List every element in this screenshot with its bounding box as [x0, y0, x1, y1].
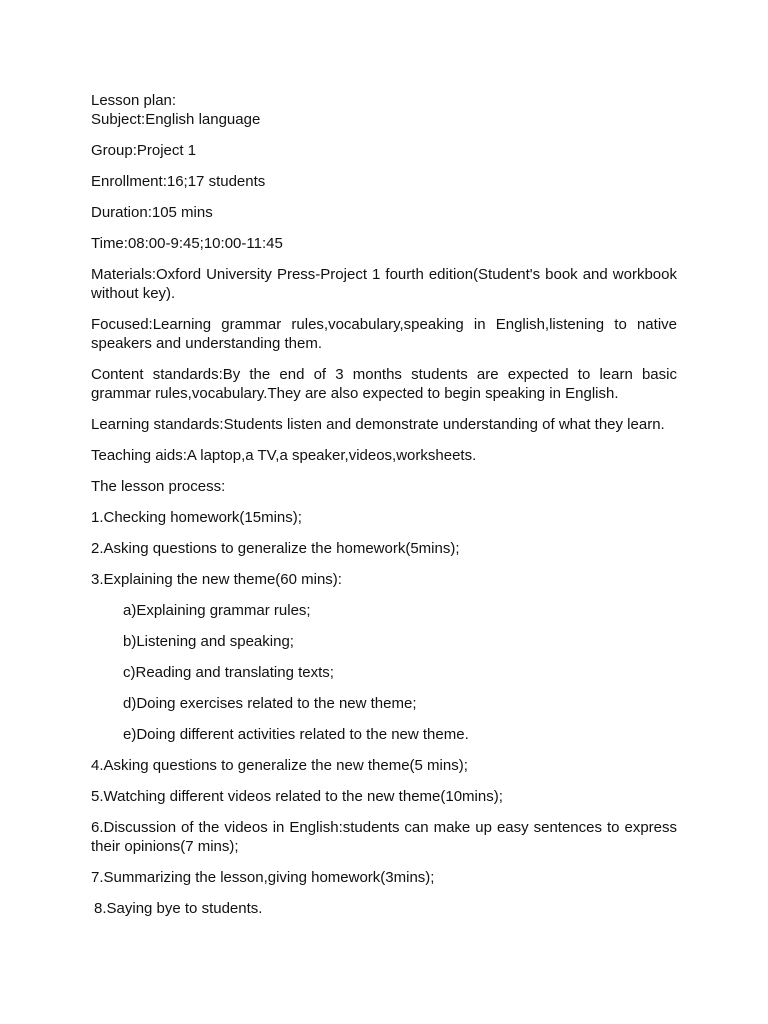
learning-standards-paragraph: Learning standards:Students listen and demonstrate understanding of what they learn. [91, 416, 665, 433]
lesson-step: 3.Explaining the new theme(60 mins): [91, 571, 342, 588]
enrollment-line: Enrollment:16;17 students [91, 173, 266, 190]
lesson-step: 1.Checking homework(15mins); [91, 509, 302, 526]
lesson-substep: a)Explaining grammar rules; [123, 602, 311, 619]
lesson-step: 2.Asking questions to generalize the homework(5mins); [91, 540, 460, 557]
materials-paragraph: Materials:Oxford University Press-Project 1 fourth edition(Student's book and workbook without key). [91, 266, 677, 302]
lesson-substep: e)Doing different activities related to the new theme. [123, 726, 469, 743]
lesson-substep: c)Reading and translating texts; [123, 664, 334, 681]
focused-paragraph: Focused:Learning grammar rules,vocabulary,speaking in English,listening to native speakers and understanding them. [91, 316, 677, 352]
lesson-step: 5.Watching different videos related to the new theme(10mins); [91, 788, 503, 805]
subject-line: Subject:English language [91, 111, 261, 128]
lesson-substep: d)Doing exercises related to the new theme; [123, 695, 417, 712]
lesson-plan-body [91, 91, 677, 918]
doc-title: Lesson plan: [91, 92, 177, 109]
lesson-substep: b)Listening and speaking; [123, 633, 294, 650]
lesson-step: 8.Saying bye to students. [94, 900, 263, 917]
content-standards-paragraph: Content standards:By the end of 3 months students are expected to learn basic grammar rules,vocabulary.They are also expected to begin speaking in English. [91, 366, 677, 402]
group-line: Group:Project 1 [91, 142, 197, 159]
lesson-step: 7.Summarizing the lesson,giving homework(3mins); [91, 869, 435, 886]
lesson-step: 6.Discussion of the videos in English:students can make up easy sentences to express their opinions(7 mins); [91, 819, 677, 855]
teaching-aids-line: Teaching aids:A laptop,a TV,a speaker,videos,worksheets. [91, 447, 477, 464]
lesson-process-heading: The lesson process: [91, 478, 226, 495]
duration-line: Duration:105 mins [91, 204, 213, 221]
time-line: Time:08:00-9:45;10:00-11:45 [91, 235, 283, 252]
lesson-step: 4.Asking questions to generalize the new theme(5 mins); [91, 757, 468, 774]
